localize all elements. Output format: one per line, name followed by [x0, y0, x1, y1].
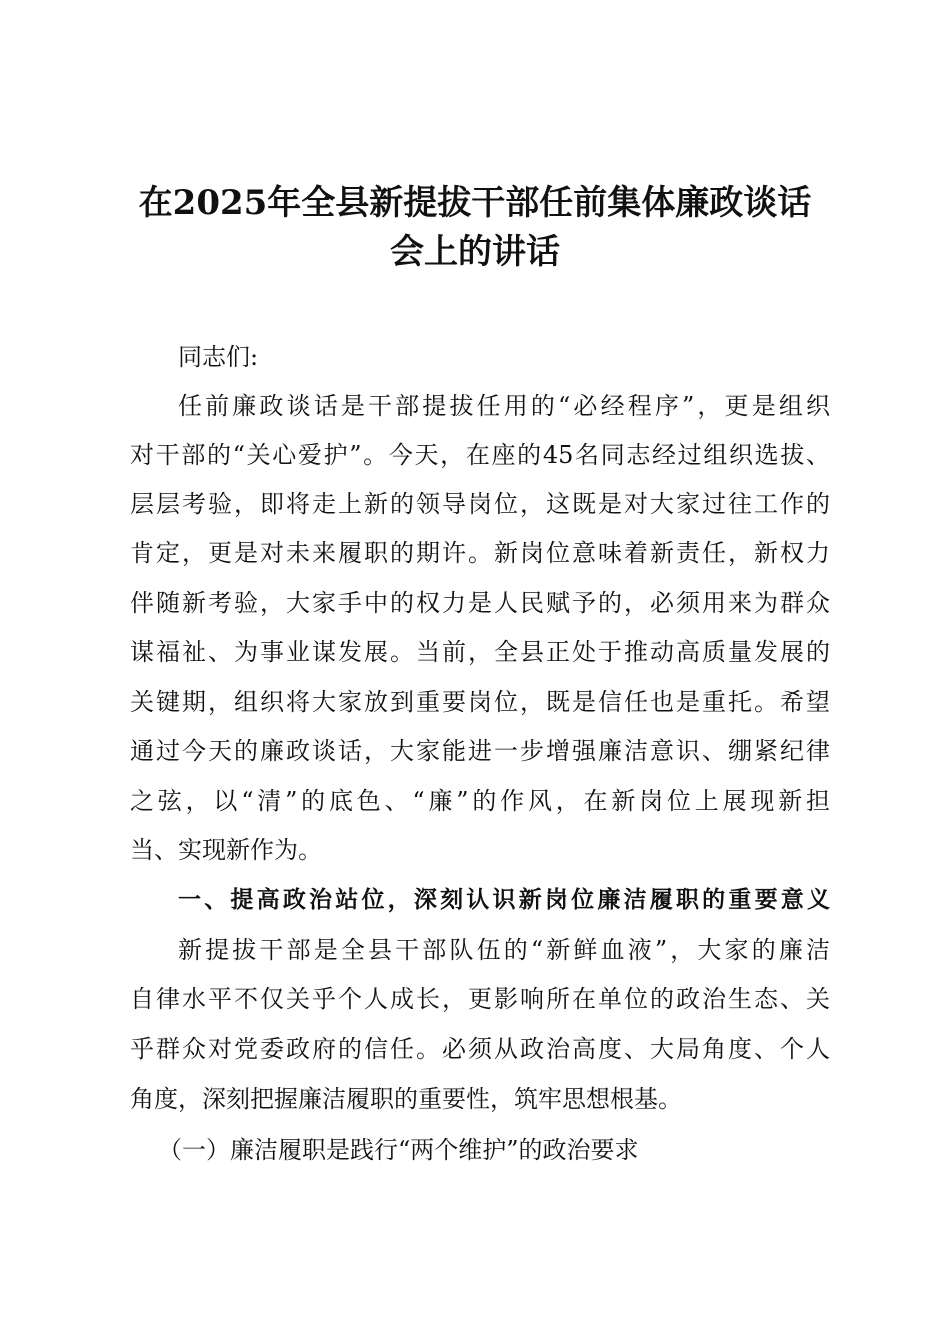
paragraph-line: 当、实现新作为。	[130, 836, 322, 864]
paragraph-line: 谋福祉、为事业谋发展。当前，全县正处于推动高质量发展的	[130, 638, 830, 666]
paragraph-line: 自律水平不仅关乎个人成长，更影响所在单位的政治生态、关	[130, 985, 830, 1013]
paragraph-line: 关键期，组织将大家放到重要岗位，既是信任也是重托。希望	[130, 688, 830, 716]
section-heading-1: 一、提高政治站位，深刻认识新岗位廉洁履职的重要意义	[178, 887, 830, 913]
document-title-line-1: 在2025年全县新提拔干部任前集体廉政谈话	[138, 183, 812, 223]
paragraph-line: 乎群众对党委政府的信任。必须从政治高度、大局角度、个人	[130, 1035, 830, 1063]
salutation: 同志们:	[178, 343, 259, 371]
paragraph-line: 伴随新考验，大家手中的权力是人民赋予的，必须用来为群众	[130, 589, 830, 617]
paragraph-line: 对干部的“关心爱护”。今天，在座的45名同志经过组织选拔、	[130, 441, 830, 469]
subsection-heading-1: （一）廉洁履职是践行“两个维护”的政治要求	[158, 1136, 639, 1164]
paragraph-line: 通过今天的廉政谈话，大家能进一步增强廉洁意识、绷紧纪律	[130, 737, 830, 765]
paragraph-line: 之弦，以“清”的底色、“廉”的作风，在新岗位上展现新担	[130, 787, 830, 815]
document-title-line-2: 会上的讲话	[390, 232, 560, 272]
paragraph-line: 新提拔干部是全县干部队伍的“新鲜血液”，大家的廉洁	[178, 936, 830, 964]
paragraph-line: 层层考验，即将走上新的领导岗位，这既是对大家过往工作的	[130, 490, 830, 518]
paragraph-line: 角度，深刻把握廉洁履职的重要性，筑牢思想根基。	[130, 1085, 682, 1113]
paragraph-line: 肯定，更是对未来履职的期许。新岗位意味着新责任，新权力	[130, 539, 830, 567]
paragraph-line: 任前廉政谈话是干部提拔任用的“必经程序”，更是组织	[178, 392, 830, 420]
